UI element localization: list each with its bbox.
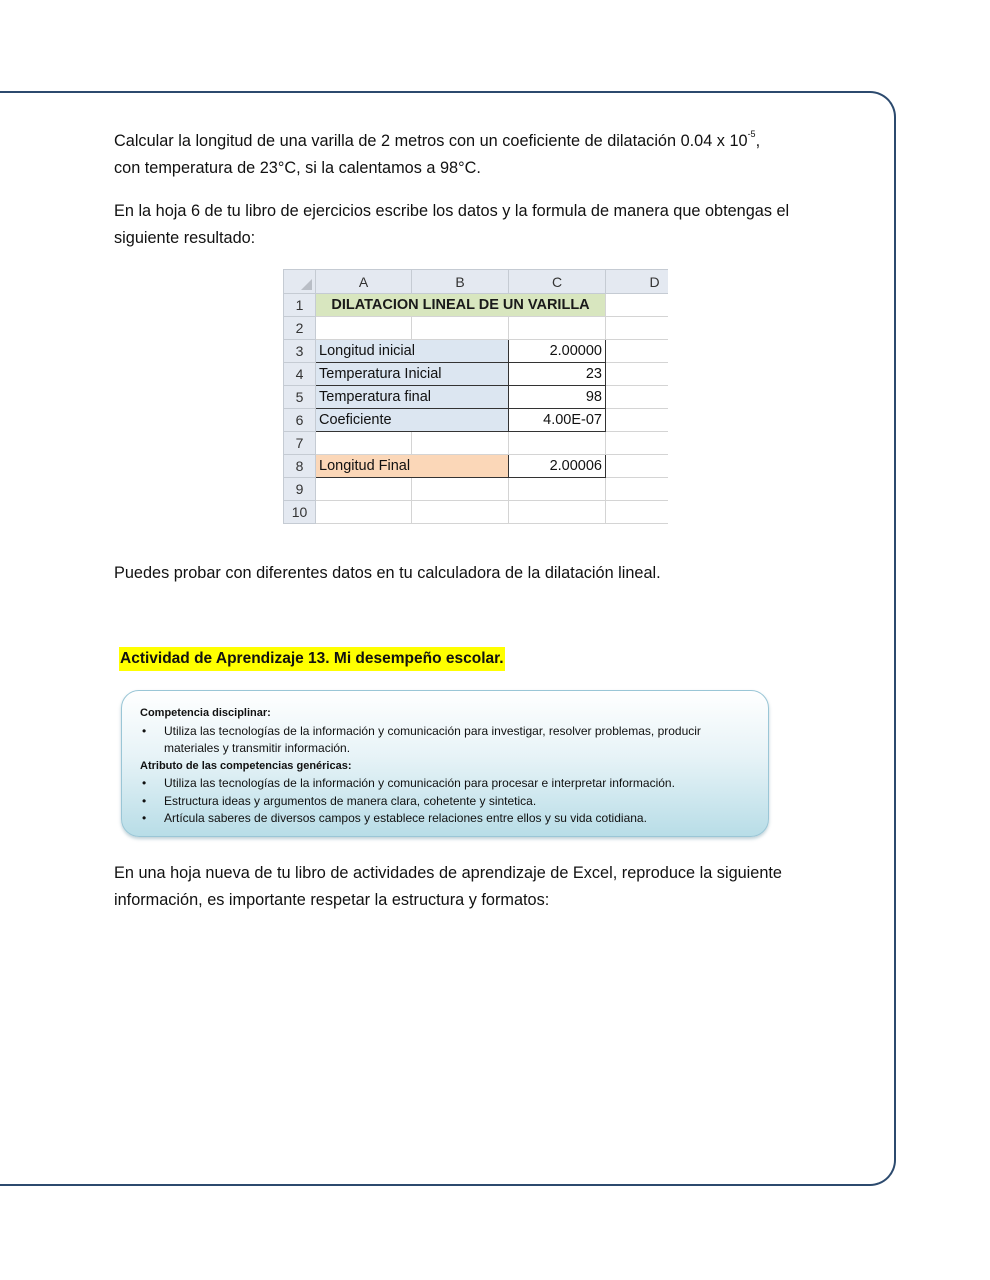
label-cell: Coeficiente [316,409,509,432]
disciplinar-heading: Competencia disciplinar: [140,707,271,719]
list-item: • Utiliza las tecnologías de la información y comunicación para procesar e interpretar información. [164,775,750,793]
genericas-list [140,775,750,828]
list-item: • Estructura ideas y argumentos de manera clara, cohetente y sintetica. [164,793,750,811]
tip-paragraph: Puedes probar con diferentes datos en tu calculadora de la dilatación lineal. [114,564,661,582]
row-header: 10 [284,501,316,524]
list-item: • Artícula saberes de diversos campos y establece relaciones entre ellos y su vida cotidiana. [164,810,750,828]
value-cell: 4.00E-07 [509,409,606,432]
value-cell: 98 [509,386,606,409]
sheet-title-cell: DILATACION LINEAL DE UN VARILLA [316,294,606,317]
empty-cell [606,294,669,317]
label-cell: Temperatura final [316,386,509,409]
result-label-cell: Longitud Final [316,455,509,478]
row-header: 9 [284,478,316,501]
select-all-corner [284,270,316,294]
instruction-paragraph: En la hoja 6 de tu libro de ejercicios escribe los datos y la formula de manera que obtengas el siguiente resultado: [114,202,790,247]
row-header: 7 [284,432,316,455]
row-header: 8 [284,455,316,478]
page-border-frame [0,91,896,1186]
row-header: 2 [284,317,316,340]
problem-statement: Calcular la longitud de una varilla de 2 metros con un coeficiente de dilatación 0.04 x $10^{-5}$, con temperatura de 23°C, si la calentamos a 98°C. [114,129,761,177]
row-header: 3 [284,340,316,363]
closing-instruction: En una hoja nueva de tu libro de actividades de aprendizaje de Excel, reproduce la siguiente información, es importante respetar la estructura y formatos: [114,864,782,909]
disciplinar-list [140,723,750,758]
label-cell: Longitud inicial [316,340,509,363]
column-header: D [606,270,669,294]
list-item: • Utiliza las tecnologías de la información y comunicación para investigar, resolver problemas, producir materiales y transmitir información. [164,723,750,758]
label-cell: Temperatura Inicial [316,363,509,386]
result-value-cell: 2.00006 [509,455,606,478]
column-header: B [412,270,509,294]
competencies-box [121,690,769,837]
genericas-heading: Atributo de las competencias genéricas: [140,759,352,772]
row-header: 6 [284,409,316,432]
column-header: C [509,270,606,294]
row-header: 4 [284,363,316,386]
column-header: A [316,270,412,294]
activity-heading: Actividad de Aprendizaje 13. Mi desempeño escolar. [119,647,505,671]
value-cell: 23 [509,363,606,386]
value-cell: 2.00000 [509,340,606,363]
row-header: 1 [284,294,316,317]
spreadsheet-image [283,269,668,541]
row-header: 5 [284,386,316,409]
